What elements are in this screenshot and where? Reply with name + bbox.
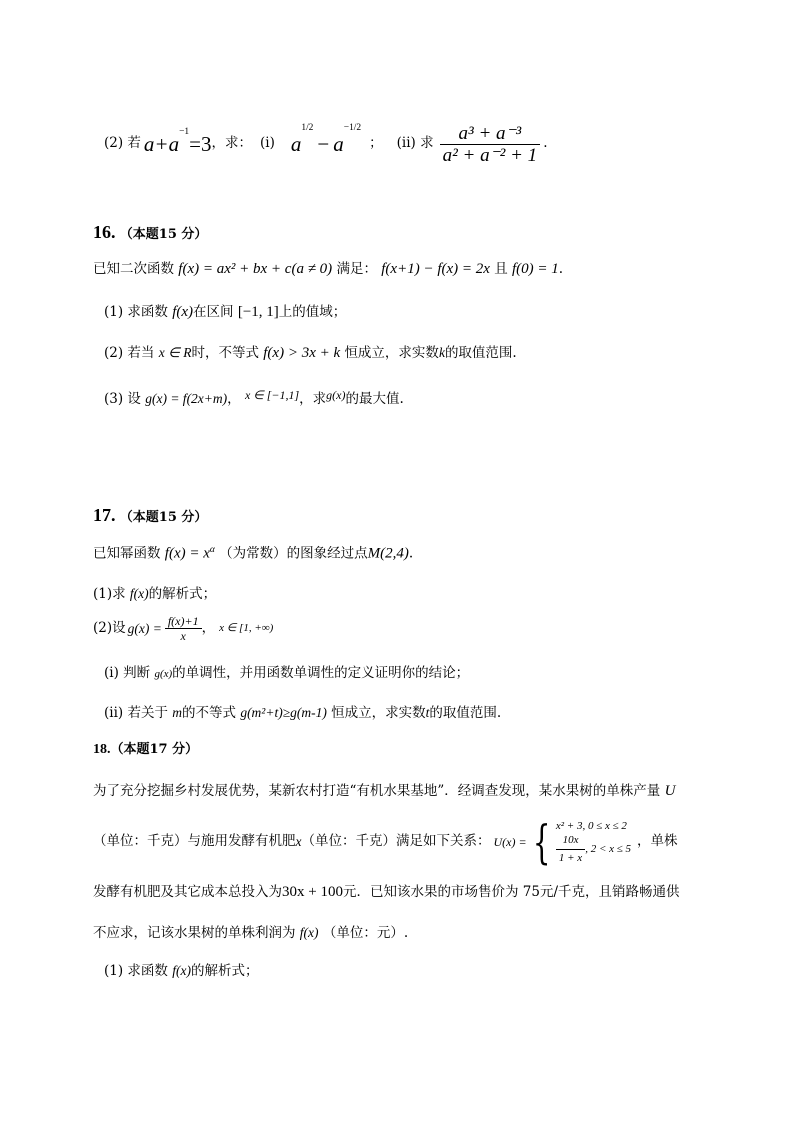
q16-stem-cond: f(x+1) − f(x) = 2x <box>381 261 490 277</box>
q17-pi-func: g(x) <box>154 668 173 680</box>
q15-ask: ，求： <box>211 135 252 152</box>
q17-stem-func: f(x) = x <box>164 545 210 562</box>
q15-semicolon: ； <box>369 135 383 152</box>
q17-p1-end: 的解析式； <box>148 586 217 602</box>
q16-p3-domain: x ∈ [−1,1] <box>244 388 300 402</box>
q18-case2-num: 10x <box>562 834 579 847</box>
q17-part1 <box>93 587 216 602</box>
q17-points: （本题15 分） <box>119 510 208 525</box>
q17-pii-var: m <box>172 705 183 720</box>
q17-pi-label: (i) 判断 <box>104 665 151 681</box>
q18-case2-frac <box>556 833 585 865</box>
q17-p2-num: f(x)+1 <box>167 614 199 628</box>
q17-pii-mid2: 恒成立，求实数 <box>331 705 426 721</box>
q17-part2 <box>93 615 273 642</box>
q18-header <box>93 743 198 757</box>
q17-stem-prefix: 已知幂函数 <box>93 545 161 562</box>
q17-header <box>93 506 207 525</box>
q16-p3-comma: ， <box>227 391 241 407</box>
q16-number: 16. <box>93 222 116 242</box>
q15-frac-den: a² + a⁻² + 1 <box>440 144 541 165</box>
q17-p1-func: f(x) <box>129 586 149 601</box>
q18-line1-text: 为了充分挖掘乡村发展优势，某新农村打造“有机水果基地”．经调查发现，某水果树的单株产量 <box>93 783 661 799</box>
q16-part1 <box>104 305 346 320</box>
q17-pii-ineq: g(m²+t)≥g(m-1) <box>240 705 327 720</box>
q17-pii-var2: t <box>425 705 430 720</box>
q16-p3-func: g(x) <box>326 388 346 402</box>
q17-number: 17. <box>93 505 116 525</box>
q16-p3-end: 的最大值. <box>345 391 404 407</box>
q17-stem <box>93 546 413 562</box>
q17-pii-mid: 的不等式 <box>182 705 237 721</box>
q16-stem-prefix: 已知二次函数 <box>93 261 174 277</box>
q16-stem-end: . <box>558 261 564 277</box>
q16-p1-label: (1) 求函数 <box>104 304 168 320</box>
q15-sub-i: (i) <box>259 135 275 152</box>
q17-stem-exp: α <box>209 545 215 555</box>
q17-stem-end: . <box>408 545 414 562</box>
q17-sub-i <box>104 667 469 681</box>
q18-line2-var: x <box>295 834 302 850</box>
q17-stem-mid: （为常数）的图象经过点 <box>219 545 368 562</box>
q18-brace: { <box>532 815 551 869</box>
q18-line4-b: （单位：元）. <box>322 925 409 941</box>
q16-p2-cond: x ∈ R <box>158 345 192 360</box>
q17-p1-label: (1)求 <box>93 586 126 602</box>
q18-case2-den: 1 + x <box>556 849 585 865</box>
q15-cond-exp: −1 <box>179 127 190 137</box>
q15-expr-i-minus: − <box>317 131 330 156</box>
q16-p1-interval: [−1, 1] <box>237 304 279 320</box>
q17-p2-domain: x ∈ [1, +∞) <box>219 622 274 634</box>
q17-pi-end: 的单调性，并用函数单调性的定义证明你的结论； <box>172 665 470 681</box>
q18-line2-a: （单位：千克）与施用发酵有机肥 <box>93 833 296 850</box>
q16-p3-label: (3) 设 <box>104 391 141 407</box>
q16-stem-func: f(x) = ax² + bx + c(a ≠ 0) <box>178 261 333 277</box>
q17-p2-comma: ， <box>201 619 216 636</box>
q18-line3-a: 发酵有机肥及其它成本总投入为 <box>93 884 282 900</box>
q16-p2-label: (2) 若当 <box>104 345 155 361</box>
q15-end: . <box>543 135 548 152</box>
q16-p1-func: f(x) <box>172 304 194 320</box>
q18-line1 <box>93 784 675 799</box>
q17-stem-point: M(2,4) <box>367 545 409 562</box>
q16-p1-mid: 在区间 <box>193 304 234 320</box>
q18-line4-func: f(x) <box>299 925 319 940</box>
q17-p2-fraction <box>165 615 202 642</box>
q16-stem-mid: 满足： <box>336 261 377 277</box>
q16-points: （本题15 分） <box>119 227 208 242</box>
q18-line4-a: 不应求，记该水果树的单株利润为 <box>93 925 296 941</box>
q17-p2-label: (2)设 <box>93 619 126 636</box>
q16-header <box>93 223 207 242</box>
q18-line2-func: U(x) = <box>493 835 527 849</box>
q18-points: （本题17 分） <box>110 742 199 757</box>
q15-expr-i-exp1: 1/2 <box>301 123 314 133</box>
q15-expr-i-base1: a <box>290 131 302 156</box>
q15-frac-num: a³ + a⁻³ <box>458 122 522 144</box>
q15-fraction <box>440 124 541 165</box>
q18-line3 <box>93 885 680 900</box>
q18-case2-cond: , 2 < x ≤ 5 <box>585 842 632 855</box>
q18-p1-func: f(x) <box>172 963 191 978</box>
q18-p1-label: (1) 求函数 <box>104 963 168 979</box>
q16-part3 <box>104 389 404 407</box>
q17-p2-den: x <box>165 628 202 642</box>
q18-case1: x² + 3, 0 ≤ x ≤ 2 <box>555 820 627 833</box>
q16-p1-end: 上的值域； <box>278 304 347 320</box>
q17-p2-g: g(x) = <box>127 620 162 636</box>
q18-part1 <box>104 964 258 979</box>
q15-cond-rhs: =3 <box>189 131 212 156</box>
q18-line3-b: 元．已知该水果的市场售价为 75元/千克，且销路畅通供 <box>342 884 680 900</box>
q15-part2-line <box>104 124 547 164</box>
q16-p2-end: 的取值范围. <box>444 345 517 361</box>
q16-p2-mid2: 恒成立，求实数 <box>344 345 439 361</box>
q18-number: 18. <box>93 742 111 757</box>
q15-sub-ii: (ii) 求 <box>396 135 434 152</box>
q18-line3-cost: 30x + 100 <box>282 884 343 900</box>
q17-pii-end: 的取值范围. <box>429 705 502 721</box>
q16-p2-ineq: f(x) > 3x + k <box>263 345 341 361</box>
q16-p2-mid: 时，不等式 <box>191 345 259 361</box>
q18-line2-b: （单位：千克）满足如下关系： <box>301 833 491 850</box>
q18-line4 <box>93 926 408 941</box>
q16-p3-def: g(x) = f(2x+m) <box>145 391 228 406</box>
q16-part2 <box>104 346 517 361</box>
q18-line2-c: ，单株 <box>637 833 678 850</box>
q16-p3-mid: ，求 <box>299 391 327 407</box>
q18-case2 <box>556 833 631 865</box>
q17-sub-ii <box>104 706 501 721</box>
q16-p2-var: k <box>438 345 445 360</box>
q16-stem-and: 且 <box>494 261 508 277</box>
q15-expr-i-base2: a <box>333 131 344 156</box>
q16-stem <box>93 262 563 277</box>
q17-pii-label: (ii) 若关于 <box>104 705 168 721</box>
q18-line2 <box>93 815 678 869</box>
q15-expr-i-exp2: −1/2 <box>343 123 362 133</box>
q15-part2-label: (2) 若 <box>104 135 141 152</box>
q15-cond-lhs: a+a <box>143 131 180 156</box>
q18-cases <box>556 819 631 865</box>
q18-p1-end: 的解析式； <box>190 963 259 979</box>
q18-line1-var: U <box>664 783 676 799</box>
q16-stem-cond2: f(0) = 1 <box>512 261 559 277</box>
